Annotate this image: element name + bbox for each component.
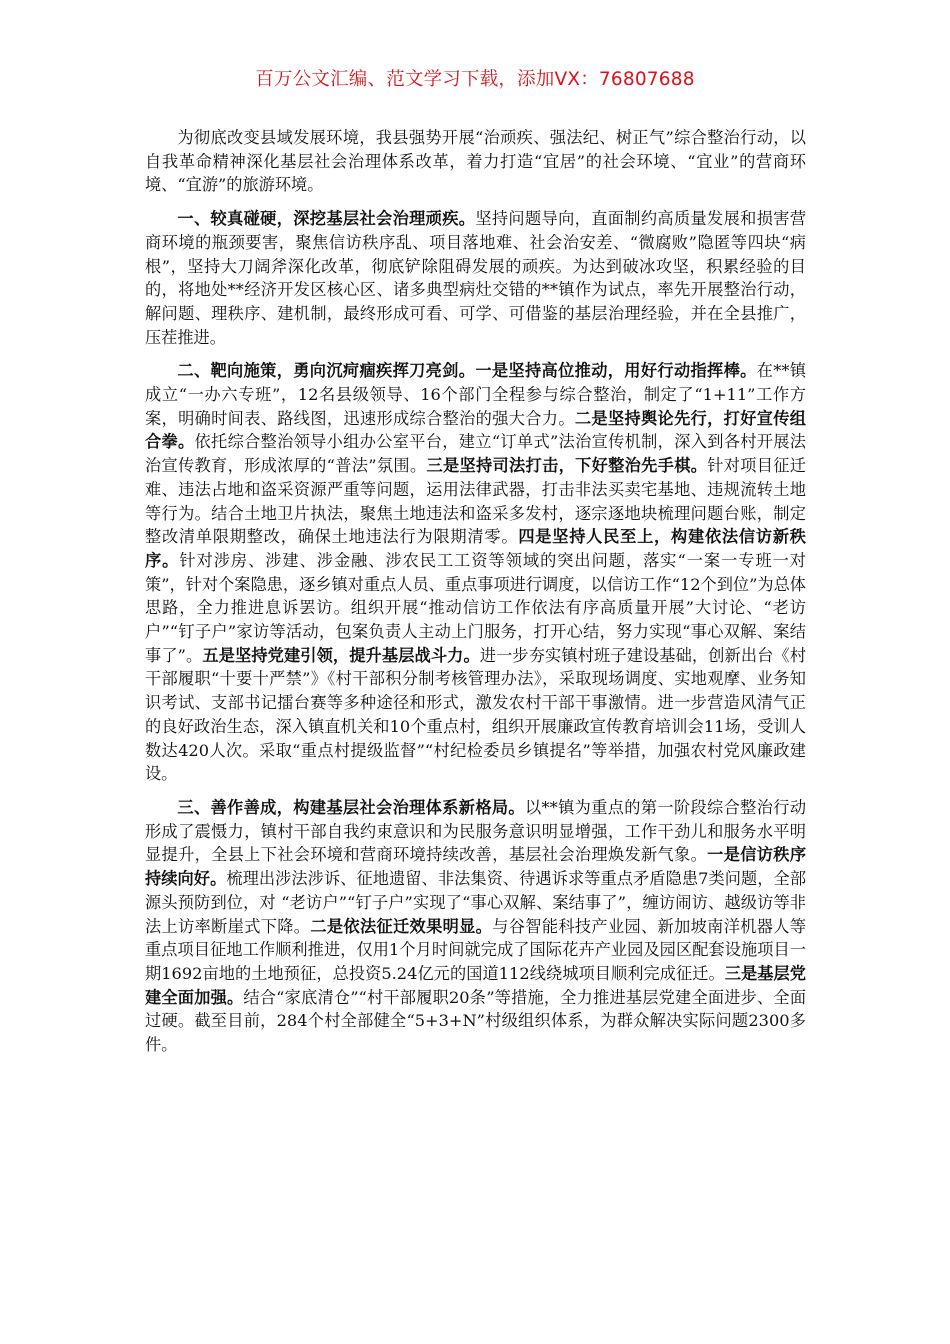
section-2-point-1-text: 在**镇成立“一办六专班”，12名县级领导、16个部门全程参与综合整治，制定了“1+11”工作方案，明确时间表、路线图，迅速形成综合整治的强大合力。 [145, 361, 807, 428]
section-2-point-3-text: 针对项目征迁难、违法占地和盗采资源严重等问题，运用法律武器，打击非法买卖宅基地、违规流转土地等行为。结合土地卫片执法，聚焦土地违法和盗采多发村，逐宗逐地块梳理问题台账，制定整改清单限期整改，确保土地违法行为限期清零。 [145, 456, 806, 547]
document-body [145, 126, 806, 1067]
section-1-paragraph [145, 207, 806, 349]
section-2-point-1-title: 一是坚持高位推动，用好行动指挥棒。 [475, 361, 757, 381]
section-2-paragraph [145, 359, 806, 786]
section-3-point-3-text: 结合“家底清仓”“村干部履职20条”等措施，全力推进基层党建全面进步、全面过硬。截至目前，284个村全部健全“5+3+N”村级组织体系，为群众解决实际问题2300多件。 [145, 987, 807, 1055]
section-2-point-4-text: 针对涉房、涉建、涉金融、涉农民工工资等领域的突出问题，落实“一案一专班一对策”，针对个案隐患，逐乡镇对重点人员、重点事项进行调度，以信访工作“12个到位”为总体思路，全力推进息诉罢访。组织开展“推动信访工作依法有序高质量开展”大讨论、“老访户”“钉子户”家访等活动，包案负责人主动上门服务，打开心结，努力实现“事心双解、案结事了”。 [145, 550, 806, 665]
section-2-point-3-title: 三是坚持司法打击，下好整治先手棋。 [426, 456, 708, 476]
section-3-heading: 三、善作善成，构建基层社会治理体系新格局。 [177, 797, 525, 817]
section-3-point-2-title: 二是依法征迁效果明显。 [310, 916, 493, 936]
section-1-body: 坚持问题导向，直面制约高质量发展和损害营商环境的瓶颈要害，聚焦信访秩序乱、项目落地难、社会治安差、“微腐败”隐匿等四块“病根”，坚持大刀阔斧深化改革，彻底铲除阻碍发展的顽疾。为达到破冰攻坚，积累经验的目的，将地处**经济开发区核心区、诸多典型病灶交错的**镇作为试点，率先开展整治行动，解问题、理秩序、建机制，最终形成可看、可学、可借鉴的基层治理经验，并在全县推广，压茬推进。 [145, 209, 807, 347]
section-1-heading: 一、较真碰硬，深挖基层社会治理顽疾。 [177, 209, 476, 229]
section-3-point-1-title: 一是信访秩序持续向好。 [145, 845, 807, 889]
section-2-point-2-text: 依托综合整治领导小组办公室平台，建立“订单式”法治宣传机制，深入到各村开展法治宣传教育，形成浓厚的“普法”氛围。 [145, 432, 806, 476]
intro-paragraph [145, 126, 806, 197]
section-3-point-2-text: 与谷智能科技产业园、新加坡南洋机器人等重点项目征地工作顺利推进，仅用1个月时间就完成了国际花卉产业园及园区配套设施项目一期1692亩地的土地预征，总投资5.24亿元的国道112线绕城项目顺利完成征迁。 [145, 916, 807, 983]
section-2-point-2-title: 二是坚持舆论先行，打好宣传组合拳。 [145, 408, 806, 452]
section-2-heading: 二、靶向施策，勇向沉疴痼疾挥刀亮剑。 [177, 361, 476, 381]
section-3-point-3-title: 三是基层党建全面加强。 [145, 963, 806, 1007]
section-3-point-1-text: 梳理出涉法涉诉、征地遗留、非法集资、待遇诉求等重点矛盾隐患7类问题，全部源头预防到位，对 “老访户”“钉子户”实现了“事心双解、案结事了”，缠访闹访、越级访等非法上访率断崖式下降。 [145, 869, 807, 936]
header-banner: 百万公文汇编、范文学习下载，添加VX：76807688 [255, 69, 695, 90]
section-2-point-4-title: 四是坚持人民至上，构建依法信访新秩序。 [145, 527, 806, 570]
section-3-paragraph [145, 796, 806, 1057]
section-2-point-5-text: 进一步夯实镇村班子建设基础，创新出台《村干部履职“十要十严禁”》《村干部积分制考核管理办法》，采取现场调度、实地观摩、业务知识考试、支部书记擂台赛等多种途径和形式，激发农村干部干事激情。进一步营造风清气正的良好政治生态，深入镇直机关和10个重点村，组织开展廉政宣传教育培训会11场，受训人数达420人次。采取“重点村提级监督”“村纪检委员乡镇提名”等举措，加强农村党风廉政建设。 [145, 645, 807, 784]
section-2-point-5-title: 五是坚持党建引领，提升基层战斗力。 [202, 645, 480, 665]
section-3-lead: 以**镇为重点的第一阶段综合整治行动形成了震慑力，镇村干部自我约束意识和为民服务意识明显增强，工作干劲儿和服务水平明显提升，全县上下社会环境和营商环境持续改善，基层社会治理焕发新气象。 [145, 797, 807, 865]
intro-text: 为彻底改变县域发展环境，我县强势开展“治顽疾、强法纪、树正气”综合整治行动，以自我革命精神深化基层社会治理体系改革，着力打造“宜居”的社会环境、“宜业”的营商环境、“宜游”的旅游环境。 [145, 128, 806, 195]
